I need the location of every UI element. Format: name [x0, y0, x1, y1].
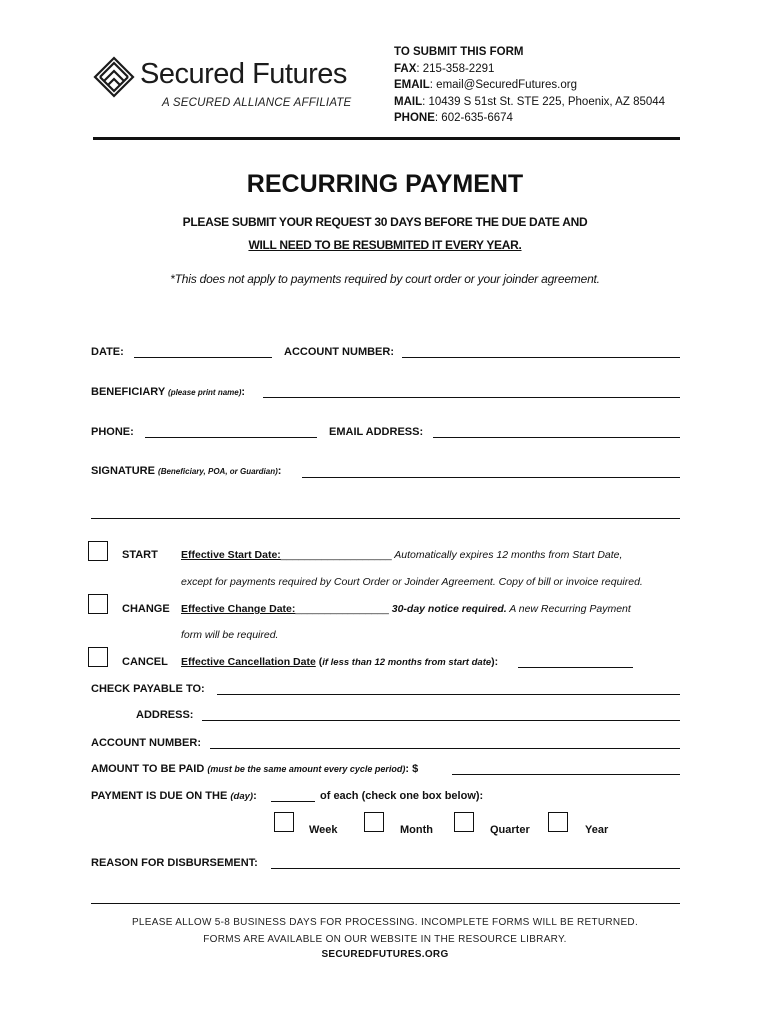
email-address-field[interactable] — [433, 437, 680, 438]
account-number-label: ACCOUNT NUMBER: — [284, 346, 394, 358]
effective-start-date-field[interactable]: ___________________ — [280, 549, 392, 561]
signature-colon: : — [277, 465, 282, 477]
week-label: Week — [309, 824, 338, 836]
start-expiry-text: Automatically expires 12 months from Start Date, — [391, 549, 623, 561]
address-label: ADDRESS: — [136, 709, 194, 721]
footer-forms-note: FORMS ARE AVAILABLE ON OUR WEBSITE IN THE RESOURCE LIBRARY. — [203, 934, 567, 945]
beneficiary-hint: (please print name) — [168, 388, 242, 397]
amount-field[interactable] — [452, 774, 680, 775]
amount-suffix: : $ — [405, 763, 419, 775]
payee-account-number-label: ACCOUNT NUMBER: — [91, 737, 201, 749]
submit-heading: TO SUBMIT THIS FORM — [394, 46, 524, 58]
mail-line — [394, 94, 665, 111]
effective-cancellation-date-label: Effective Cancellation Date — [181, 656, 316, 668]
due-hint: (day) — [230, 791, 254, 802]
footer-website-link[interactable]: SECUREDFUTURES.ORG — [321, 949, 449, 960]
phone-line — [394, 110, 665, 127]
email-value: : email@SecuredFutures.org — [429, 79, 577, 91]
subtitle-line-2: WILL NEED TO BE RESUBMITED IT EVERY YEAR. — [248, 238, 522, 252]
change-checkbox[interactable] — [88, 594, 108, 614]
amount-label-group — [91, 763, 418, 775]
fax-line — [394, 61, 665, 78]
email-address-label: EMAIL ADDRESS: — [329, 426, 424, 438]
signature-hint: (Beneficiary, POA, or Guardian) — [158, 467, 278, 476]
account-number-field[interactable] — [402, 357, 680, 358]
cancel-hint: if less than 12 months from start date — [322, 657, 492, 668]
due-label: PAYMENT IS DUE ON THE — [91, 790, 228, 802]
month-checkbox[interactable] — [364, 812, 384, 832]
change-line — [181, 603, 631, 615]
section-divider — [91, 518, 680, 519]
fax-label: FAX — [394, 62, 417, 75]
due-suffix: of each (check one box below): — [320, 790, 484, 802]
effective-cancellation-date-field[interactable] — [518, 667, 633, 668]
date-label: DATE: — [91, 346, 124, 358]
effective-change-date-label: Effective Change Date: — [181, 603, 296, 615]
start-checkbox[interactable] — [88, 541, 108, 561]
due-day-field[interactable] — [271, 801, 315, 802]
reason-field[interactable] — [271, 868, 680, 869]
address-field[interactable] — [202, 720, 680, 721]
mail-value: : 10439 S 51st St. STE 225, Phoenix, AZ 85044 — [422, 95, 666, 108]
signature-field[interactable] — [302, 477, 680, 478]
start-condition-text: except for payments required by Court Order or Joinder Agreement. Copy of bill or invoice required. — [181, 576, 643, 588]
year-checkbox[interactable] — [548, 812, 568, 832]
subtitle-line-1: PLEASE SUBMIT YOUR REQUEST 30 DAYS BEFORE THE DUE DATE AND — [182, 215, 588, 229]
brand-name: Secured Futures — [140, 58, 347, 90]
email-line — [394, 77, 665, 94]
cancel-checkbox[interactable] — [88, 647, 108, 667]
date-field[interactable] — [134, 357, 272, 358]
footer-divider — [91, 903, 680, 904]
cancel-open-paren: ( — [315, 656, 323, 668]
footer-processing-note: PLEASE ALLOW 5-8 BUSINESS DAYS FOR PROCESSING. INCOMPLETE FORMS WILL BE RETURNED. — [131, 917, 639, 928]
due-colon: : — [253, 790, 257, 802]
effective-change-date-field[interactable]: ________________ — [295, 603, 389, 615]
quarter-checkbox[interactable] — [454, 812, 474, 832]
header-divider — [93, 137, 680, 140]
submission-contact-block — [394, 44, 665, 127]
effective-start-date-label: Effective Start Date: — [181, 549, 281, 561]
payee-account-number-field[interactable] — [210, 748, 680, 749]
beneficiary-colon: : — [241, 386, 246, 398]
change-form-note: form will be required. — [181, 629, 279, 641]
cancel-label: CANCEL — [122, 656, 168, 668]
quarter-label: Quarter — [490, 824, 530, 836]
phone-field[interactable] — [145, 437, 317, 438]
beneficiary-field[interactable] — [263, 397, 680, 398]
cancel-close-paren: ): — [491, 656, 499, 668]
mail-label: MAIL — [394, 95, 423, 108]
change-label: CHANGE — [122, 603, 170, 615]
brand-tagline: A SECURED ALLIANCE AFFILIATE — [162, 97, 352, 109]
check-payable-label: CHECK PAYABLE TO: — [91, 683, 205, 695]
reason-label: REASON FOR DISBURSEMENT: — [91, 857, 258, 869]
due-label-group — [91, 790, 257, 802]
week-checkbox[interactable] — [274, 812, 294, 832]
disclaimer-note: *This does not apply to payments required by court order or your joinder agreement. — [170, 272, 600, 286]
change-notice-text: 30-day notice required. — [388, 603, 507, 615]
change-note-text: A new Recurring Payment — [506, 603, 631, 615]
cancel-line — [181, 656, 498, 668]
page-title: RECURRING PAYMENT — [246, 170, 524, 198]
signature-label-group — [91, 465, 281, 477]
fax-value: : 215-358-2291 — [416, 62, 495, 75]
check-payable-field[interactable] — [217, 694, 680, 695]
amount-hint: (must be the same amount every cycle period) — [207, 764, 406, 774]
phone-label: PHONE — [394, 112, 435, 124]
start-label: START — [122, 549, 158, 561]
amount-label: AMOUNT TO BE PAID — [91, 763, 205, 775]
secured-futures-logo-icon — [92, 55, 136, 99]
beneficiary-label: BENEFICIARY — [91, 386, 165, 398]
month-label: Month — [400, 824, 433, 836]
year-label: Year — [585, 824, 609, 836]
phone-label: PHONE: — [91, 426, 134, 438]
email-label: EMAIL — [394, 79, 430, 91]
start-line — [181, 549, 622, 561]
signature-label: SIGNATURE — [91, 465, 155, 477]
beneficiary-label-group — [91, 386, 245, 398]
phone-value: : 602-635-6674 — [434, 112, 513, 124]
